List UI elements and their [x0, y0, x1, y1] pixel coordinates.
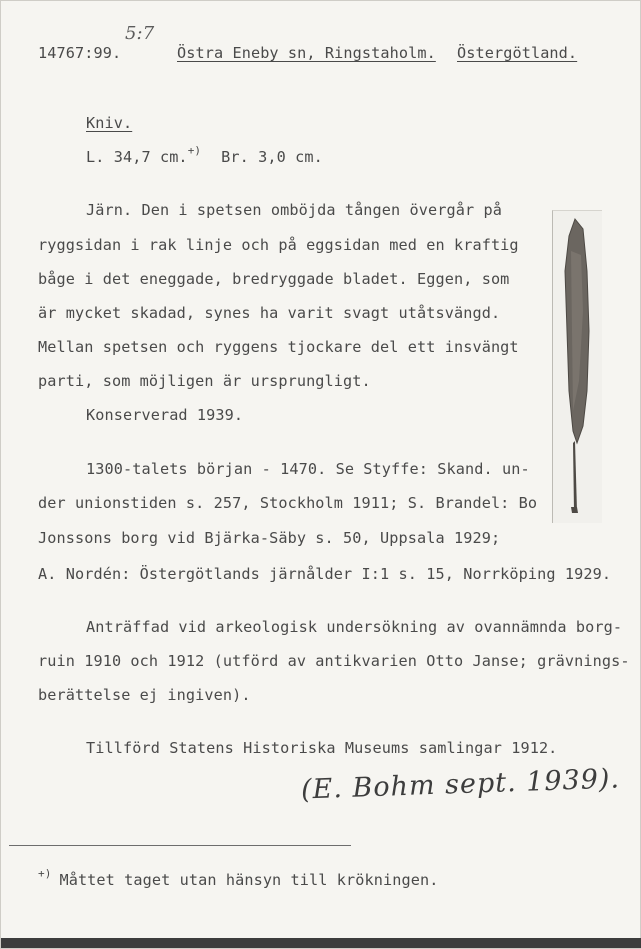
dating-line: 1300-talets början - 1470. Se Styffe: Skand. un- — [86, 460, 530, 478]
description-line: Mellan spetsen och ryggens tjockare del ett insvängt — [38, 338, 519, 356]
find-line: Anträffad vid arkeologisk undersökning av ovannämnda borg- — [86, 618, 623, 636]
length-footnote-mark: +) — [187, 144, 202, 157]
footnote-text: Måttet taget utan hänsyn till krökningen. — [59, 871, 439, 889]
catalog-number: 14767:99. — [38, 44, 122, 62]
dating-line: A. Nordén: Östergötlands järnålder I:1 s. 15, Norrköping 1929. — [38, 565, 612, 583]
footnote-mark: +) — [38, 867, 52, 880]
length-value: L. 34,7 cm. — [86, 148, 188, 166]
dating-line: Jonssons borg vid Bjärka-Säby s. 50, Uppsala 1929; — [38, 529, 501, 547]
description-line: ryggsidan i rak linje och på eggsidan med en kraftig — [38, 236, 519, 254]
signature: (E. Bohm sept. 1939). — [300, 763, 621, 806]
footnote-separator — [9, 845, 351, 846]
measurements — [86, 144, 323, 166]
find-line: berättelse ej ingiven). — [38, 686, 251, 704]
dating-line: der unionstiden s. 257, Stockholm 1911; S. Brandel: Bo — [38, 494, 538, 512]
knife-photo — [552, 210, 602, 523]
object-name: Kniv. — [86, 114, 133, 132]
acquisition-note: Tillförd Statens Historiska Museums samlingar 1912. — [86, 739, 558, 757]
bottom-edge — [1, 938, 641, 948]
breadth-value: Br. 3,0 cm. — [221, 148, 323, 166]
footnote — [38, 867, 439, 889]
description-line: parti, som möjligen är ursprungligt. — [38, 372, 371, 390]
description-line: båge i det eneggade, bredryggade bladet. Eggen, som — [38, 270, 510, 288]
find-line: ruin 1910 och 1912 (utförd av antikvarien Otto Janse; grävnings- — [38, 652, 630, 670]
knife-image — [553, 211, 602, 523]
locality: Östra Eneby sn, Ringstaholm. — [177, 44, 436, 62]
handwritten-mark: 5:7 — [125, 23, 155, 44]
conservation-note: Konserverad 1939. — [86, 406, 244, 424]
description-line: är mycket skadad, synes ha varit svagt utåtsvängd. — [38, 304, 501, 322]
province: Östergötland. — [457, 44, 578, 62]
description-line: Järn. Den i spetsen omböjda tången övergår på — [86, 201, 502, 219]
